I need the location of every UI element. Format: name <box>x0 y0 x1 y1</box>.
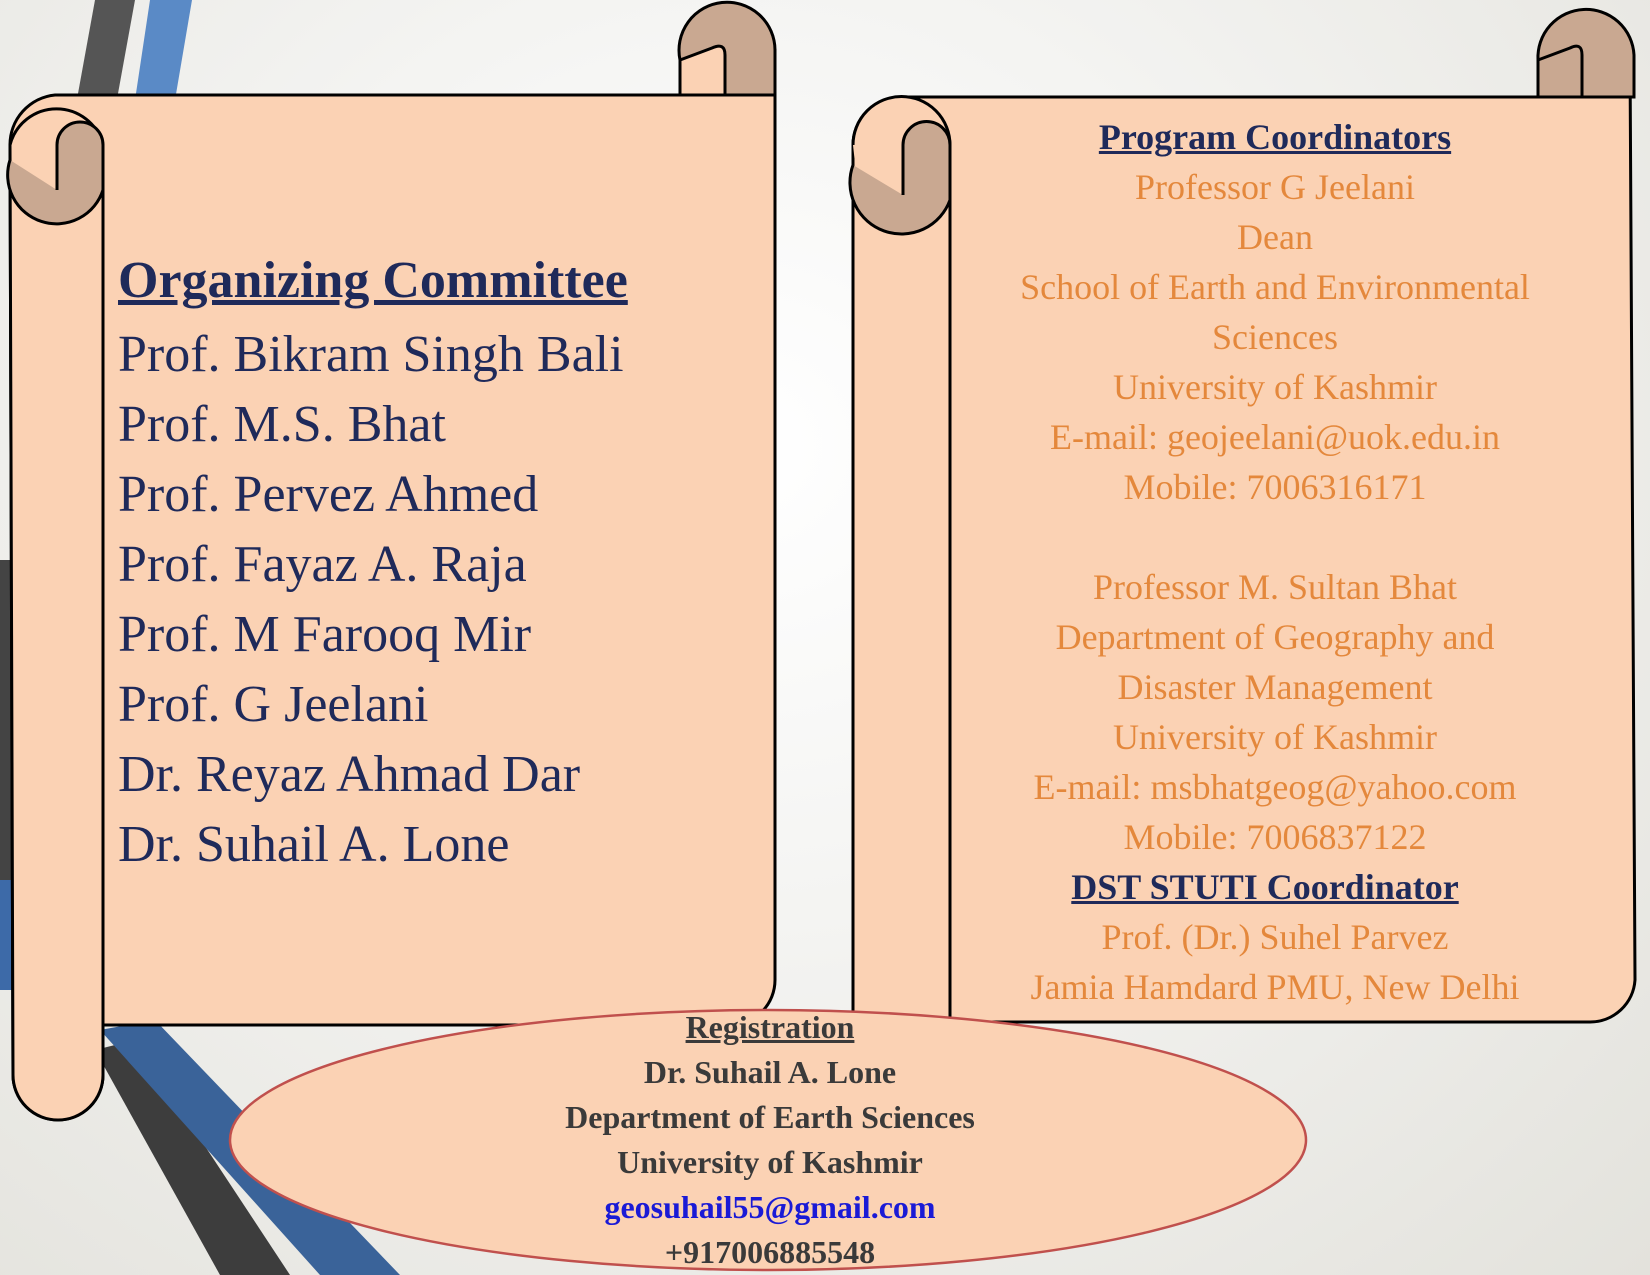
coordinator2-mobile: Mobile: 7006837122 <box>1123 817 1427 857</box>
registration-department: Department of Earth Sciences <box>565 1099 975 1135</box>
committee-member: Prof. Fayaz A. Raja <box>118 536 527 593</box>
committee-member: Prof. M.S. Bhat <box>118 396 446 453</box>
coordinator1-mobile: Mobile: 7006316171 <box>1123 467 1427 507</box>
registration-university: University of Kashmir <box>617 1144 923 1180</box>
coordinator1-email: geojeelani@uok.edu.in <box>1166 417 1501 457</box>
coordinator1-university: University of Kashmir <box>1113 367 1437 407</box>
committee-member: Prof. M Farooq Mir <box>118 606 532 663</box>
coordinator1-email-line <box>960 412 1590 462</box>
program-coordinators-heading: Program Coordinators <box>1098 117 1452 157</box>
coordinator2-university: University of Kashmir <box>1113 717 1437 757</box>
committee-member: Dr. Reyaz Ahmad Dar <box>118 746 581 803</box>
organizing-committee-heading: Organizing Committee <box>118 252 628 309</box>
coordinator2-email-link[interactable]: msbhatgeog@yahoo.com <box>1150 767 1517 807</box>
coordinator2-name: Professor M. Sultan Bhat <box>1093 567 1457 607</box>
dst-coordinator-affiliation: Jamia Hamdard PMU, New Delhi <box>1030 967 1520 1007</box>
coordinator2-email-line <box>960 762 1590 812</box>
coordinator1-role: Dean <box>1237 217 1313 257</box>
coordinator2-dept: Department of Geography and <box>1055 617 1495 657</box>
email-label: E-mail: <box>1049 417 1158 457</box>
coordinator2-dept-cont: Disaster Management <box>1117 667 1433 707</box>
program-coordinators <box>960 112 1590 1012</box>
coordinator1-school-cont: Sciences <box>1212 317 1338 357</box>
committee-member: Prof. G Jeelani <box>118 676 429 733</box>
organizing-committee <box>118 250 628 880</box>
dst-coordinator-name: Prof. (Dr.) Suhel Parvez <box>1101 917 1449 957</box>
committee-member: Prof. Bikram Singh Bali <box>118 326 624 383</box>
registration-phone: +917006885548 <box>664 1234 876 1270</box>
registration-title: Registration <box>685 1009 855 1045</box>
registration-email-link[interactable]: geosuhail55@gmail.com <box>604 1189 936 1225</box>
committee-member: Prof. Pervez Ahmed <box>118 466 539 523</box>
coordinator1-school: School of Earth and Environmental <box>1020 267 1530 307</box>
email-label: E-mail: <box>1033 767 1142 807</box>
registration-contact-name: Dr. Suhail A. Lone <box>643 1054 897 1090</box>
committee-member: Dr. Suhail A. Lone <box>118 816 510 873</box>
dst-stuti-heading: DST STUTI Coordinator <box>1071 867 1459 907</box>
registration-info <box>430 1005 1110 1275</box>
registration-email-line <box>430 1185 1110 1230</box>
coordinator1-name: Professor G Jeelani <box>1135 167 1415 207</box>
